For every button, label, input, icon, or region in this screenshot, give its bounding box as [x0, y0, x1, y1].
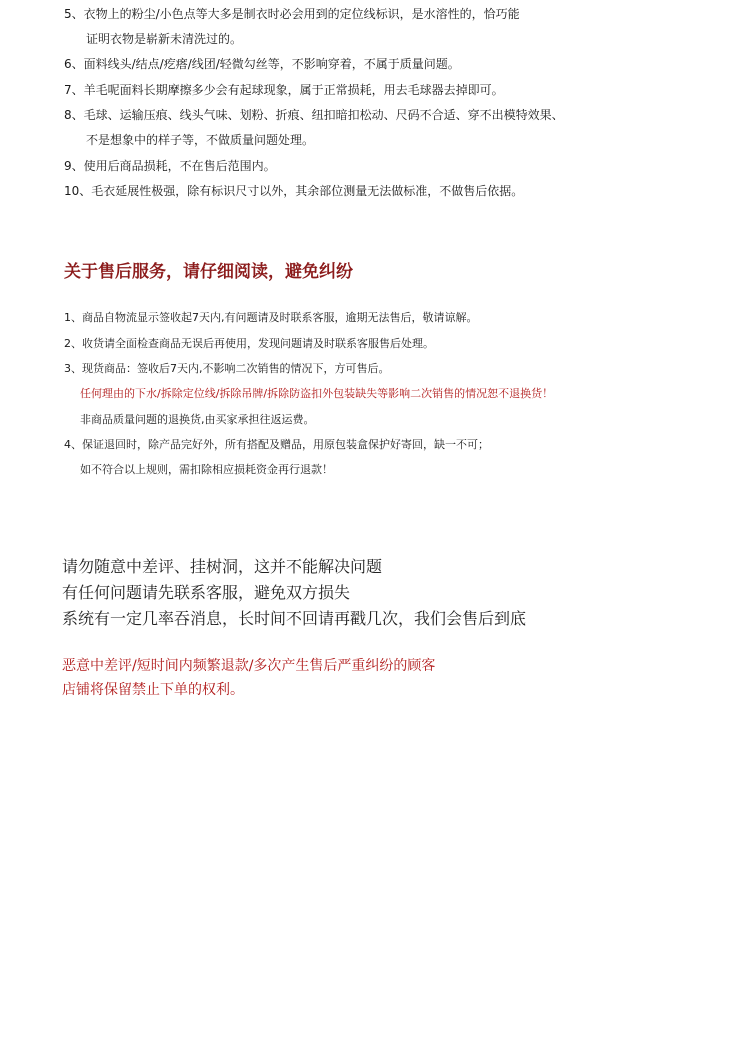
- after-sales-no-return-note: 任何理由的下水/拆除定位线/拆除吊牌/拆除防盗扣外包装缺失等影响二次销售的情况恕不退换货！: [80, 387, 554, 400]
- after-sales-rule-1: 1、商品自物流显示签收起7天内,有问题请及时联系客服，逾期无法售后，敬请谅解。: [64, 311, 478, 324]
- care-note-9: 9、使用后商品损耗，不在售后范围内。: [64, 159, 276, 173]
- care-note-8-cont: 不是想象中的样子等，不做质量问题处理。: [86, 133, 315, 147]
- after-sales-rule-4: 4、保证退回时，除产品完好外，所有搭配及赠品，用原包装盒保护好寄回，缺一不可；: [64, 438, 489, 451]
- care-note-10: 10、毛衣延展性极强，除有标识尺寸以外，其余部位测量无法做标准，不做售后依据。: [64, 184, 524, 198]
- appeal-line-1: 请勿随意中差评、挂树洞，这并不能解决问题: [62, 557, 383, 576]
- care-note-7: 7、羊毛呢面料长期摩擦多少会有起球现象，属于正常损耗，用去毛球器去掉即可。: [64, 83, 504, 97]
- after-sales-rule-3: 3、现货商品：签收后7天内,不影响二次销售的情况下，方可售后。: [64, 362, 390, 375]
- appeal-line-2: 有任何问题请先联系客服，避免双方损失: [62, 583, 351, 602]
- appeal-line-3: 系统有一定几率吞消息，长时间不回请再戳几次，我们会售后到底: [62, 609, 527, 628]
- after-sales-rule-2: 2、收货请全面检查商品无误后再使用，发现问题请及时联系客服售后处理。: [64, 337, 434, 350]
- care-note-5: 5、衣物上的粉尘/小色点等大多是制衣时必会用到的定位线标识，是水溶性的，恰巧能: [64, 7, 520, 21]
- care-note-6: 6、面料线头/结点/疙瘩/线团/轻微勾丝等，不影响穿着，不属于质量问题。: [64, 57, 460, 71]
- care-note-5-cont: 证明衣物是崭新未清洗过的。: [86, 32, 243, 46]
- after-sales-deduction-note: 如不符合以上规则，需扣除相应损耗资金再行退款！: [80, 463, 333, 476]
- after-sales-heading: 关于售后服务，请仔细阅读，避免纠纷: [64, 262, 353, 282]
- warning-line-1: 恶意中差评/短时间内频繁退款/多次产生售后严重纠纷的顾客: [62, 658, 436, 674]
- warning-line-2: 店铺将保留禁止下单的权利。: [62, 682, 244, 698]
- care-note-8: 8、毛球、运输压痕、线头气味、划粉、折痕、纽扣暗扣松动、尺码不合适、穿不出模特效果、: [64, 108, 564, 122]
- after-sales-shipping-note: 非商品质量问题的退换货,由买家承担往返运费。: [80, 413, 315, 426]
